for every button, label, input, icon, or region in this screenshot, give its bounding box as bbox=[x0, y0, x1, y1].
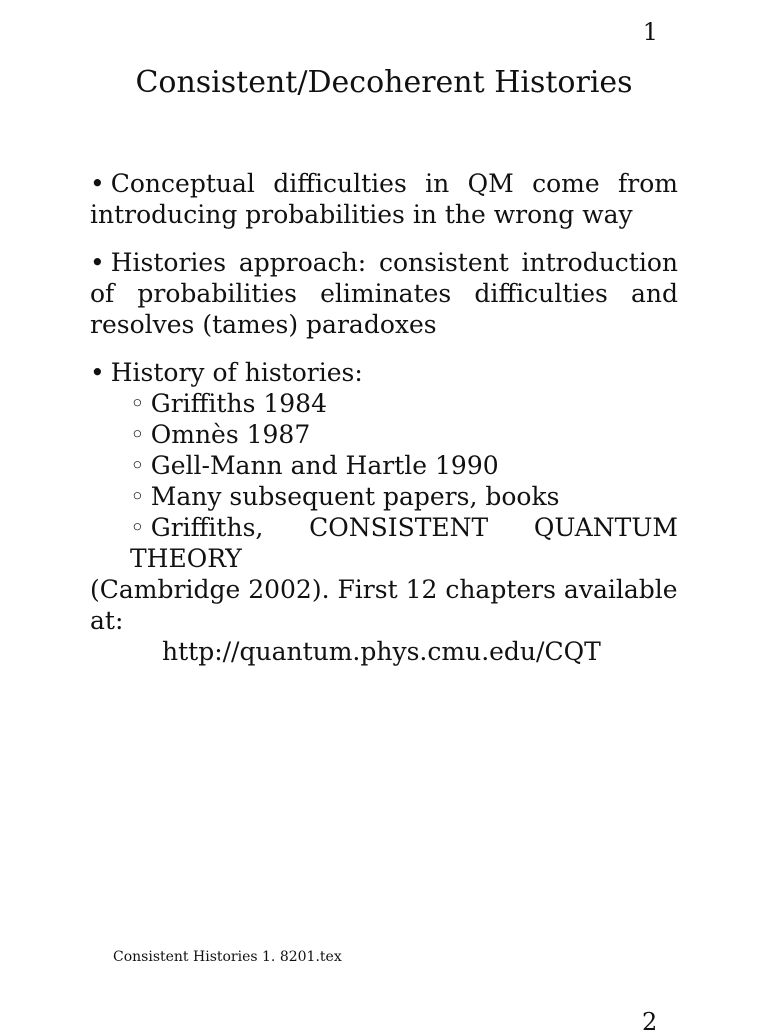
history-item-text: Griffiths 1984 bbox=[150, 389, 327, 418]
next-page-number: 2 bbox=[642, 1008, 658, 1036]
history-item-text: Griffiths, CONSISTENT QUANTUM THEORY bbox=[130, 513, 678, 573]
bullet-item-2 bbox=[90, 247, 678, 340]
bullet-text-3: History of histories: bbox=[110, 358, 363, 387]
cqt-url: http://quantum.phys.cmu.edu/CQT bbox=[162, 637, 601, 666]
footer-text: Consistent Histories 1. 8201.tex bbox=[113, 949, 342, 965]
history-item-2 bbox=[130, 419, 678, 450]
bullet-text-2: Histories approach: consistent introduction of probabilities eliminates difficulties and resolves (tames) paradoxes bbox=[90, 248, 678, 339]
sub-bullet-icon: ◦ bbox=[130, 389, 145, 418]
history-item-text: Many subsequent papers, books bbox=[150, 482, 560, 511]
history-item-text: Omnès 1987 bbox=[150, 420, 311, 449]
bullet-item-1 bbox=[90, 168, 678, 230]
sub-bullet-icon: ◦ bbox=[130, 513, 145, 542]
page-number: 1 bbox=[642, 18, 658, 46]
sub-bullet-icon: ◦ bbox=[130, 451, 145, 480]
bullet-item-3 bbox=[90, 357, 678, 388]
page-title: Consistent/Decoherent Histories bbox=[135, 65, 633, 100]
history-item-5 bbox=[130, 512, 678, 574]
history-item-1 bbox=[130, 388, 678, 419]
bullet-icon: • bbox=[90, 248, 105, 277]
history-item-text: Gell-Mann and Hartle 1990 bbox=[150, 451, 499, 480]
sub-bullet-icon: ◦ bbox=[130, 420, 145, 449]
slide-content bbox=[90, 168, 678, 667]
book-note: (Cambridge 2002). First 12 chapters available at: bbox=[90, 575, 678, 635]
sub-bullet-icon: ◦ bbox=[130, 482, 145, 511]
history-item-3 bbox=[130, 450, 678, 481]
bullet-icon: • bbox=[90, 169, 105, 198]
bullet-text-1: Conceptual difficulties in QM come from introducing probabilities in the wrong way bbox=[90, 169, 678, 229]
bullet-icon: • bbox=[90, 358, 105, 387]
history-item-4 bbox=[130, 481, 678, 512]
